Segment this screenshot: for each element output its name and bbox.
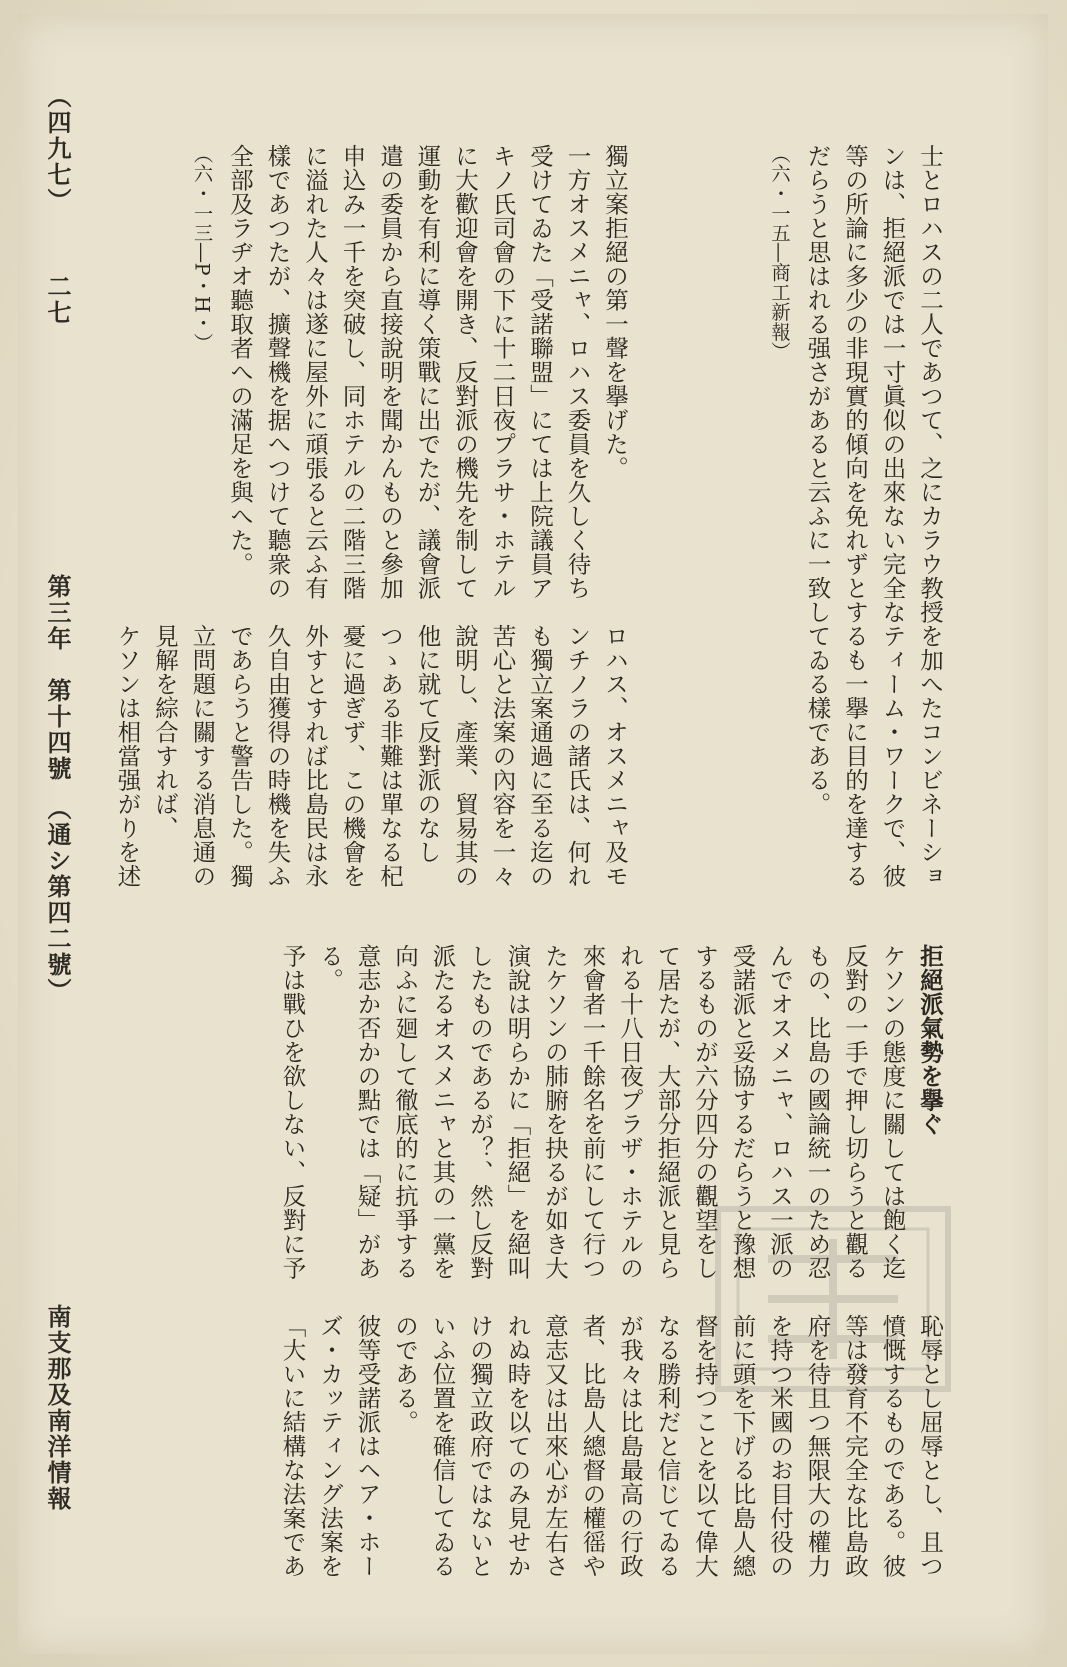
page-number-local: 二七 [43,274,72,326]
text-block-upper-right [648,144,948,904]
paragraph: ケソンの態度に關しては飽く迄反對の一手で押し切らうと觀るもの、比島の國論統一のため忍んでオスメニャ、ロハス一派の受諾派と妥協するだらうと豫想するものが六分四分の觀望をして居たが、大部分拒絕派と見られる十八日夜プラザ・ホテルの來會者一千餘名を前にして行つたケソンの肺腑を抉るが如き大演說は明らかに「拒絕」を絕叫したものであるが？、然し反對派たるオスメニャと其の一黨を向ふに廻して徹底的に抗爭する意志か否かの點では「疑」がある。 [316,944,907,1280]
document-sheet [18,14,1048,1654]
paragraph: ロハス、オスメニャ及モンチノラの諸氏は、何れも獨立案通過に至る迄の苦心と法案の內容を一々說明し、產業、貿易其の他に就て反對派のなしつゝある非難は單なる杞憂に過ぎず、この機會を外すとすれば比島民は永久自由獲得の時機を失ふであらうと警告した。獨立問題に關する消息通の見解を綜合すれば、 [151,624,629,888]
source-citation: （六・一五―商工新報） [768,144,791,362]
publication-title: 南支那及南洋情報 [43,1304,72,1512]
section-heading: 拒絕派氣勢を擧ぐ [916,944,944,1136]
source-citation: （六・一三―P・H・） [190,144,214,353]
paragraph: 予は戰ひを欲しない、反對に予 [278,944,307,1280]
paragraph: 恥辱とし屈辱とし、且つ憤慨するものである。彼等は發育不完全な比島政府を待且つ無限大の權力を持つ米國のお目付役の前に頭を下げる比島人總督を持つことを以て偉大なる勝利だと信じてゐるが我々は比島最高の行政者、比島人總督の權徭や意志又は出來心が左右されぬ時を以てのみ見せかけの獨立政府ではないといふ位置を確信してゐるのである。 [391,1314,944,1578]
text-block-left-lower [108,624,633,904]
paragraph: 獨立案拒絕の第一聲を擧げた。 [601,144,629,480]
text-block-upper-left [108,144,633,614]
volume-info: 第三年 第十四號 （通シ第四二號） [43,574,72,1004]
paragraph: 彼等受諾派はヘア・ホーズ・カッティング法案を「大いに結構な法案であ [278,1314,382,1578]
page-number-total: （四九七） [43,84,72,214]
paragraph: 士とロハスの二人であつて、之にカラウ教授を加へたコンビネーションは、拒絕派では一寸眞似の出來ない完全なティーム・ワークで、彼等の所論に多少の非現實的傾向を免れずとするも一擧に目的を達するだらうと思はれる强さがあると云ふに一致してゐる樣である。 [803,144,944,888]
paragraph: ケソンは相當强がりを述 [113,624,142,888]
paragraph: 一方オスメニャ、ロハス委員を久しく待ち受けてゐた「受諾聯盟」にては上院議員アキノ氏司會の下に十二日夜プラサ・ホテルに大歡迎會を開き、反對派の機先を制して運動を有利に導く策戰に出でたが、議會派遣の委員から直接說明を聞かんものと參加申込み一千を突破し、同ホテルの二階三階に溢れた人々は遂に屋外に頑張ると云ふ有樣であつたが、擴聲機を据へつけて聽衆の全部及ラヂオ聽取者への滿足を與へた。 [226,144,592,600]
text-block-bottom [268,1314,948,1594]
text-block-middle [268,944,948,1289]
